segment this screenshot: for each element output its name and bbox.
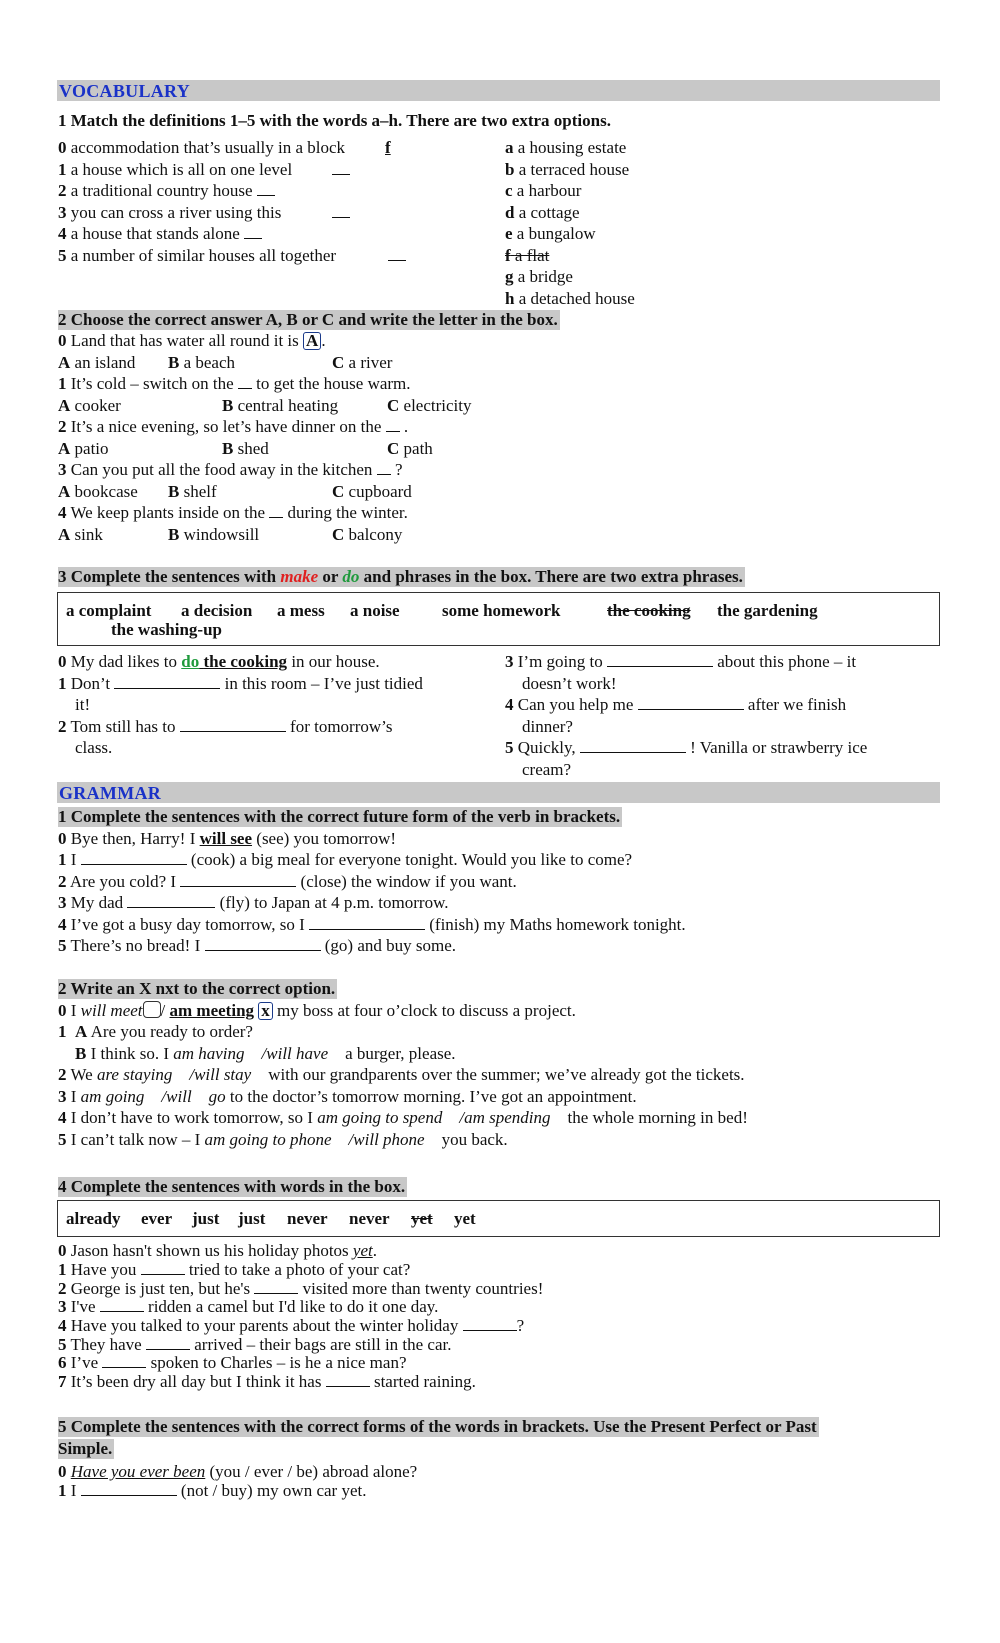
ex2-item-0-opt-b: B a beach xyxy=(168,353,236,372)
ex2-item-4-opt-c: C balcony xyxy=(332,525,403,544)
word: just xyxy=(192,1209,220,1228)
phrase: a noise xyxy=(350,601,400,620)
g-ex4-sentence-4: 4 Have you talked to your parents about the winter holiday ? xyxy=(58,1316,525,1335)
ex2-item-1-opt-a: A cooker xyxy=(58,396,121,415)
ex3-sentence-2: 2 Tom still has to for tomorrow’s xyxy=(58,717,393,736)
option-f: f a flat xyxy=(505,246,550,265)
ex3-sentence-0: 0 My dad likes to do the cooking in our house. xyxy=(58,652,380,671)
ex3-sentence-4-cont: dinner? xyxy=(522,717,573,736)
definition-2: 2 a traditional country house xyxy=(58,181,275,201)
word: never xyxy=(349,1209,390,1228)
word: just xyxy=(238,1209,266,1228)
ex3-s5-blank[interactable] xyxy=(580,738,686,753)
definition-5: 5 a number of similar houses all together xyxy=(58,246,337,265)
option-checkbox-empty[interactable] xyxy=(143,1001,161,1018)
ex2-item-1-blank[interactable] xyxy=(238,374,252,389)
g-ex1-s1-blank[interactable] xyxy=(81,850,187,865)
grammar-ex5-instruction-line1: 5 Complete the sentences with the correct forms of the words in brackets. Use the Present Perfect or Past xyxy=(58,1417,817,1436)
ex3-s2-blank[interactable] xyxy=(180,717,286,732)
g-ex1-s3-blank[interactable] xyxy=(127,893,215,908)
ex2-item-1-opt-c: C electricity xyxy=(387,396,472,415)
vocab-ex3-instruction: 3 Complete the sentences with make or do and phrases in the box. There are two extra phrases. xyxy=(58,567,743,586)
phrase: a decision xyxy=(181,601,253,620)
ex3-s1-blank[interactable] xyxy=(114,674,220,689)
ex2-item-3-opt-a: A bookcase xyxy=(58,482,138,501)
definition-0-answer: f xyxy=(385,138,391,157)
ex2-item-0-opt-c: C a river xyxy=(332,353,393,372)
ex3-sentence-5-cont: cream? xyxy=(522,760,572,779)
g-ex4-s3-blank[interactable] xyxy=(100,1297,144,1312)
vocab-ex2-instruction: 2 Choose the correct answer A, B or C and write the letter in the box. xyxy=(58,310,558,329)
definition-3-blank[interactable] xyxy=(332,203,350,223)
g-ex1-sentence-4: 4 I’ve got a busy day tomorrow, so I (finish) my Maths homework tonight. xyxy=(58,915,686,934)
grammar-heading: GRAMMAR xyxy=(59,783,162,803)
grammar-heading-bar xyxy=(57,782,940,803)
g-ex4-s1-blank[interactable] xyxy=(141,1260,185,1275)
grammar-ex1-instruction: 1 Complete the sentences with the correct future form of the verb in brackets. xyxy=(58,807,621,826)
definition-2-blank[interactable] xyxy=(257,181,275,196)
ex3-sentence-3: 3 I’m going to about this phone – it xyxy=(505,652,857,671)
g-ex1-sentence-1: 1 I (cook) a big meal for everyone tonight. Would you like to come? xyxy=(58,850,633,869)
ex3-sentence-1: 1 Don’t in this room – I’ve just tidied xyxy=(58,674,423,693)
g-ex1-sentence-3: 3 My dad (fly) to Japan at 4 p.m. tomorrow. xyxy=(58,893,449,912)
g-ex2-sentence-4: 4 I don’t have to work tomorrow, so I am going to spend /am spending the whole morning in bed! xyxy=(58,1108,748,1127)
ex2-item-0-answer-box[interactable]: A xyxy=(303,332,321,350)
g-ex4-sentence-2: 2 George is just ten, but he's visited more than twenty countries! xyxy=(58,1279,544,1298)
g-ex4-s4-blank[interactable] xyxy=(463,1316,517,1331)
ex2-item-4-opt-a: A sink xyxy=(58,525,103,544)
g-ex4-sentence-6: 6 I’ve spoken to Charles – is he a nice man? xyxy=(58,1353,407,1372)
option-a: a a housing estate xyxy=(505,138,627,157)
grammar-ex2-instruction: 2 Write an X nxt to the correct option. xyxy=(58,979,336,998)
ex2-item-3: 3 Can you put all the food away in the kitchen ? xyxy=(58,460,403,479)
word: yet xyxy=(454,1209,476,1228)
grammar-ex5-instruction-line2: Simple. xyxy=(58,1439,113,1458)
g-ex2-sentence-0: 0 I will meet / am meeting x my boss at four o’clock to discuss a project. xyxy=(58,1001,576,1020)
phrase: a complaint xyxy=(66,601,152,620)
option-b: b a terraced house xyxy=(505,160,630,179)
g-ex2-sentence-1b: B I think so. I am having /will have a burger, please. xyxy=(75,1044,456,1063)
g-ex1-s5-blank[interactable] xyxy=(205,936,321,951)
word: never xyxy=(287,1209,328,1228)
g-ex2-sentence-2: 2 We are staying /will stay with our grandparents over the summer; we’ve already got the tickets. xyxy=(58,1065,745,1084)
ex2-item-3-opt-b: B shelf xyxy=(168,482,217,501)
ex2-item-2-opt-b: B shed xyxy=(222,439,269,458)
option-d: d a cottage xyxy=(505,203,580,222)
phrase: the washing-up xyxy=(111,620,223,639)
ex2-item-2: 2 It’s a nice evening, so let’s have dinner on the . xyxy=(58,417,409,436)
g-ex4-sentence-3: 3 I've ridden a camel but I'd like to do it one day. xyxy=(58,1297,439,1316)
g-ex4-s7-blank[interactable] xyxy=(326,1372,370,1387)
definition-5-blank[interactable] xyxy=(388,246,406,266)
ex3-sentence-3-cont: doesn’t work! xyxy=(522,674,617,693)
ex3-s4-blank[interactable] xyxy=(638,695,744,710)
g-ex4-s5-blank[interactable] xyxy=(146,1335,190,1350)
vocab-ex1-instruction: 1 Match the definitions 1–5 with the words a–h. There are two extra options. xyxy=(58,111,611,130)
g-ex5-sentence-0: 0 Have you ever been (you / ever / be) abroad alone? xyxy=(58,1462,418,1481)
ex2-item-0-opt-a: A an island xyxy=(58,353,136,372)
definition-1-blank[interactable] xyxy=(332,160,350,180)
ex2-item-4-opt-b: B windowsill xyxy=(168,525,260,544)
ex2-item-1-opt-b: B central heating xyxy=(222,396,339,415)
g-ex1-sentence-0: 0 Bye then, Harry! I will see (see) you tomorrow! xyxy=(58,829,397,848)
phrase: some homework xyxy=(442,601,561,620)
word: ever xyxy=(141,1209,173,1228)
g-ex4-sentence-0: 0 Jason hasn't shown us his holiday photos yet. xyxy=(58,1241,377,1260)
ex2-item-4-blank[interactable] xyxy=(269,503,283,518)
g-ex2-sentence-5: 5 I can’t talk now – I am going to phone /will phone you back. xyxy=(58,1130,508,1149)
grammar-ex4-instruction: 4 Complete the sentences with words in the box. xyxy=(58,1177,406,1196)
ex2-item-0: 0 Land that has water all round it is A . xyxy=(58,331,326,350)
vocabulary-heading: VOCABULARY xyxy=(59,81,191,101)
ex3-sentence-5: 5 Quickly, ! Vanilla or strawberry ice xyxy=(505,738,868,757)
g-ex1-s2-blank[interactable] xyxy=(180,872,296,887)
g-ex5-s1-blank[interactable] xyxy=(81,1481,177,1496)
g-ex4-sentence-5: 5 They have arrived – their bags are still in the car. xyxy=(58,1335,452,1354)
ex2-item-3-blank[interactable] xyxy=(377,460,391,475)
word: yet xyxy=(411,1209,433,1228)
definition-1: 1 a house which is all on one level xyxy=(58,160,293,179)
ex3-sentence-2-cont: class. xyxy=(75,738,113,757)
g-ex4-s6-blank[interactable] xyxy=(102,1353,146,1368)
phrase-box xyxy=(57,592,940,646)
g-ex4-sentence-7: 7 It’s been dry all day but I think it has started raining. xyxy=(58,1372,476,1391)
ex2-item-4: 4 We keep plants inside on the during the winter. xyxy=(58,503,408,522)
phrase: the gardening xyxy=(717,601,818,620)
word-box xyxy=(57,1200,940,1237)
ex3-s3-blank[interactable] xyxy=(607,652,713,667)
definition-0: 0 accommodation that’s usually in a block xyxy=(58,138,346,157)
g-ex1-sentence-5: 5 There’s no bread! I (go) and buy some. xyxy=(58,936,457,955)
option-c: c a harbour xyxy=(505,181,582,200)
definition-4: 4 a house that stands alone xyxy=(58,224,262,244)
g-ex1-sentence-2: 2 Are you cold? I (close) the window if you want. xyxy=(58,872,517,891)
g-ex4-sentence-1: 1 Have you tried to take a photo of your cat? xyxy=(58,1260,411,1279)
ex3-sentence-4: 4 Can you help me after we finish xyxy=(505,695,847,714)
ex2-item-2-opt-a: A patio xyxy=(58,439,109,458)
option-checkbox-marked[interactable]: x xyxy=(258,1002,273,1020)
g-ex5-sentence-1: 1 I (not / buy) my own car yet. xyxy=(58,1481,367,1500)
g-ex1-s4-blank[interactable] xyxy=(309,915,425,930)
definition-3: 3 you can cross a river using this xyxy=(58,203,282,222)
g-ex2-sentence-1a: 1 A Are you ready to order? xyxy=(58,1022,253,1041)
ex3-sentence-1-cont: it! xyxy=(75,695,91,714)
ex2-item-1: 1 It’s cold – switch on the to get the house warm. xyxy=(58,374,411,393)
option-e: e a bungalow xyxy=(505,224,596,243)
option-g: g a bridge xyxy=(505,267,573,286)
definition-4-blank[interactable] xyxy=(244,224,262,239)
option-h: h a detached house xyxy=(505,289,635,308)
ex2-item-3-opt-c: C cupboard xyxy=(332,482,412,501)
phrase: the cooking xyxy=(607,601,691,620)
ex2-item-2-opt-c: C path xyxy=(387,439,433,458)
word: already xyxy=(66,1209,121,1228)
g-ex2-sentence-3: 3 I am going /will go to the doctor’s tomorrow morning. I’ve got an appointment. xyxy=(58,1087,637,1106)
ex2-item-2-blank[interactable] xyxy=(386,417,400,432)
phrase: a mess xyxy=(277,601,325,620)
vocabulary-heading-bar xyxy=(57,80,940,101)
g-ex4-s2-blank[interactable] xyxy=(254,1279,298,1294)
